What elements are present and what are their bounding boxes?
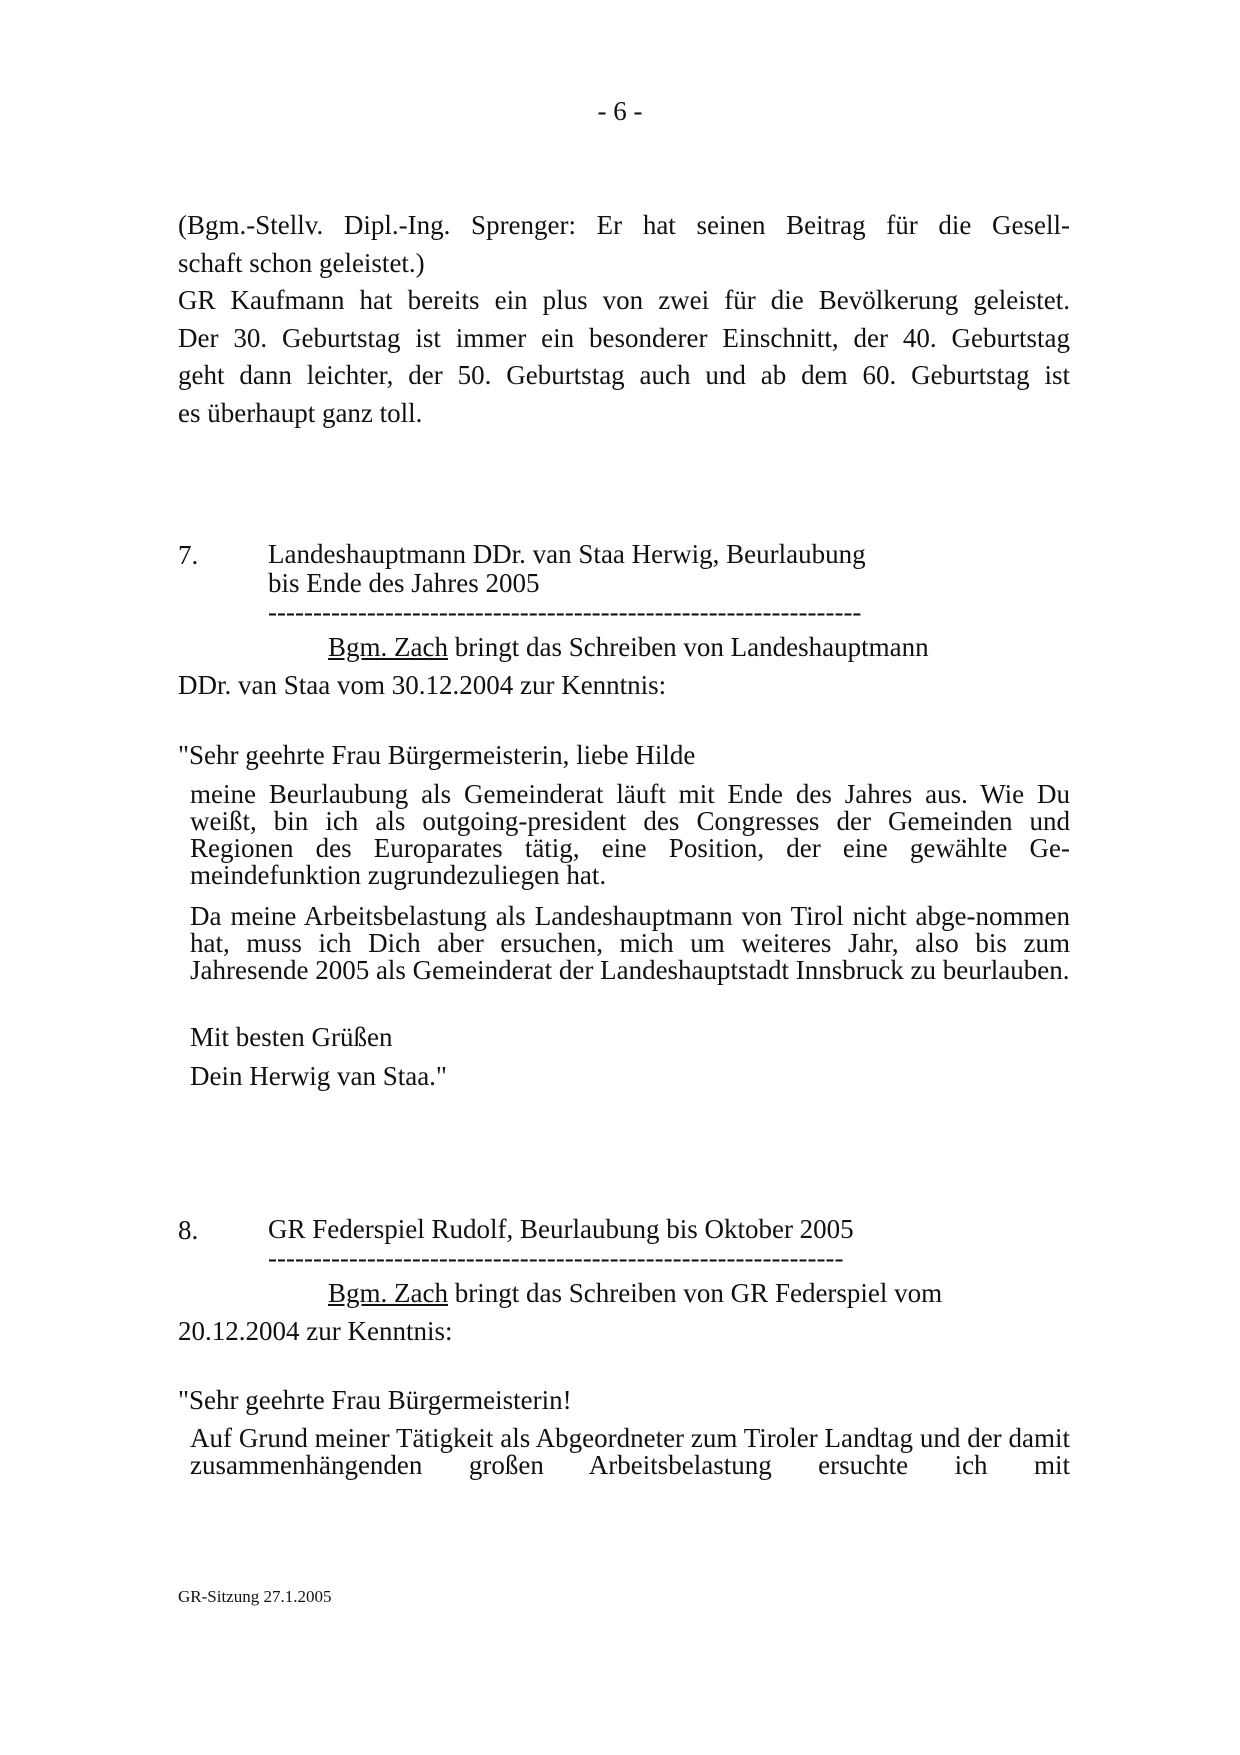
item-title-line: bis Ende des Jahres 2005 bbox=[268, 568, 540, 598]
intro-line: DDr. van Staa vom 30.12.2004 zur Kenntnis: bbox=[178, 670, 667, 700]
quote-paragraph: Auf Grund meiner Tätigkeit als Abgeordneter zum Tiroler Landtag und der damit zusammenhängenden großen Arbeitsbelastung ersuchte ich mit bbox=[190, 1423, 1070, 1480]
text-line: schaft schon geleistet.) bbox=[178, 247, 425, 278]
intro-line bbox=[328, 629, 929, 667]
intro-text: bringt das Schreiben von Landeshauptmann bbox=[447, 632, 929, 662]
item-title bbox=[268, 540, 866, 598]
speaker-name: Bgm. Zach bbox=[328, 632, 448, 662]
signature-line: Dein Herwig van Staa." bbox=[190, 1061, 447, 1091]
speaker-name: Bgm. Zach bbox=[328, 1278, 448, 1308]
salutation: "Sehr geehrte Frau Bürgermeisterin, liebe Hilde bbox=[178, 740, 696, 770]
text-line: (Bgm.-Stellv. Dipl.-Ing. Sprenger: Er hat seinen Beitrag für die Gesell- bbox=[178, 210, 1070, 240]
item-title: GR Federspiel Rudolf, Beurlaubung bis Oktober 2005 bbox=[268, 1214, 854, 1244]
text-line: geht dann leichter, der 50. Geburtstag auch und ab dem 60. Geburtstag ist bbox=[178, 360, 1070, 390]
item-number: 7. bbox=[178, 540, 199, 570]
quote-paragraph: Da meine Arbeitsbelastung als Landeshauptmann von Tirol nicht abge-nommen hat, muss ich Dich aber ersuchen, mich um weiteres Jahr, also bis zum Jahresende 2005 als Gemeinderat der Landeshauptstadt Innsbruck zu beurlauben. bbox=[190, 901, 1070, 985]
salutation: "Sehr geehrte Frau Bürgermeisterin! bbox=[178, 1385, 572, 1415]
intro-line: 20.12.2004 zur Kenntnis: bbox=[178, 1316, 453, 1346]
quote-paragraph: meine Beurlaubung als Gemeinderat läuft mit Ende des Jahres aus. Wie Du weißt, bin ich als outgoing-president des Congresses der Gemeinden und Regionen des Europarates tätig, eine Position, der eine gewählte Ge-meindefunktion zugrundezuliegen hat. bbox=[190, 779, 1070, 890]
item-title-line: Landeshauptmann DDr. van Staa Herwig, Beurlaubung bbox=[268, 539, 866, 569]
page-number: - 6 - bbox=[597, 96, 643, 126]
item-number: 8. bbox=[178, 1215, 199, 1245]
title-underline-dashes: ---------------------------------------------------------------- bbox=[268, 1244, 844, 1273]
text-line: Der 30. Geburtstag ist immer ein besonderer Einschnitt, der 40. Geburtstag bbox=[178, 322, 1070, 353]
text-line: es überhaupt ganz toll. bbox=[178, 397, 423, 428]
text-line: GR Kaufmann hat bereits ein plus von zwei für die Bevölkerung geleistet. bbox=[178, 285, 1070, 315]
intro-text: bringt das Schreiben von GR Federspiel vom bbox=[447, 1278, 943, 1308]
intro-line bbox=[328, 1275, 942, 1313]
top-paragraph bbox=[178, 207, 1070, 432]
closing-line: Mit besten Grüßen bbox=[190, 1022, 393, 1052]
footer: GR-Sitzung 27.1.2005 bbox=[178, 1587, 332, 1606]
title-underline-dashes: ------------------------------------------------------------------ bbox=[268, 598, 862, 627]
